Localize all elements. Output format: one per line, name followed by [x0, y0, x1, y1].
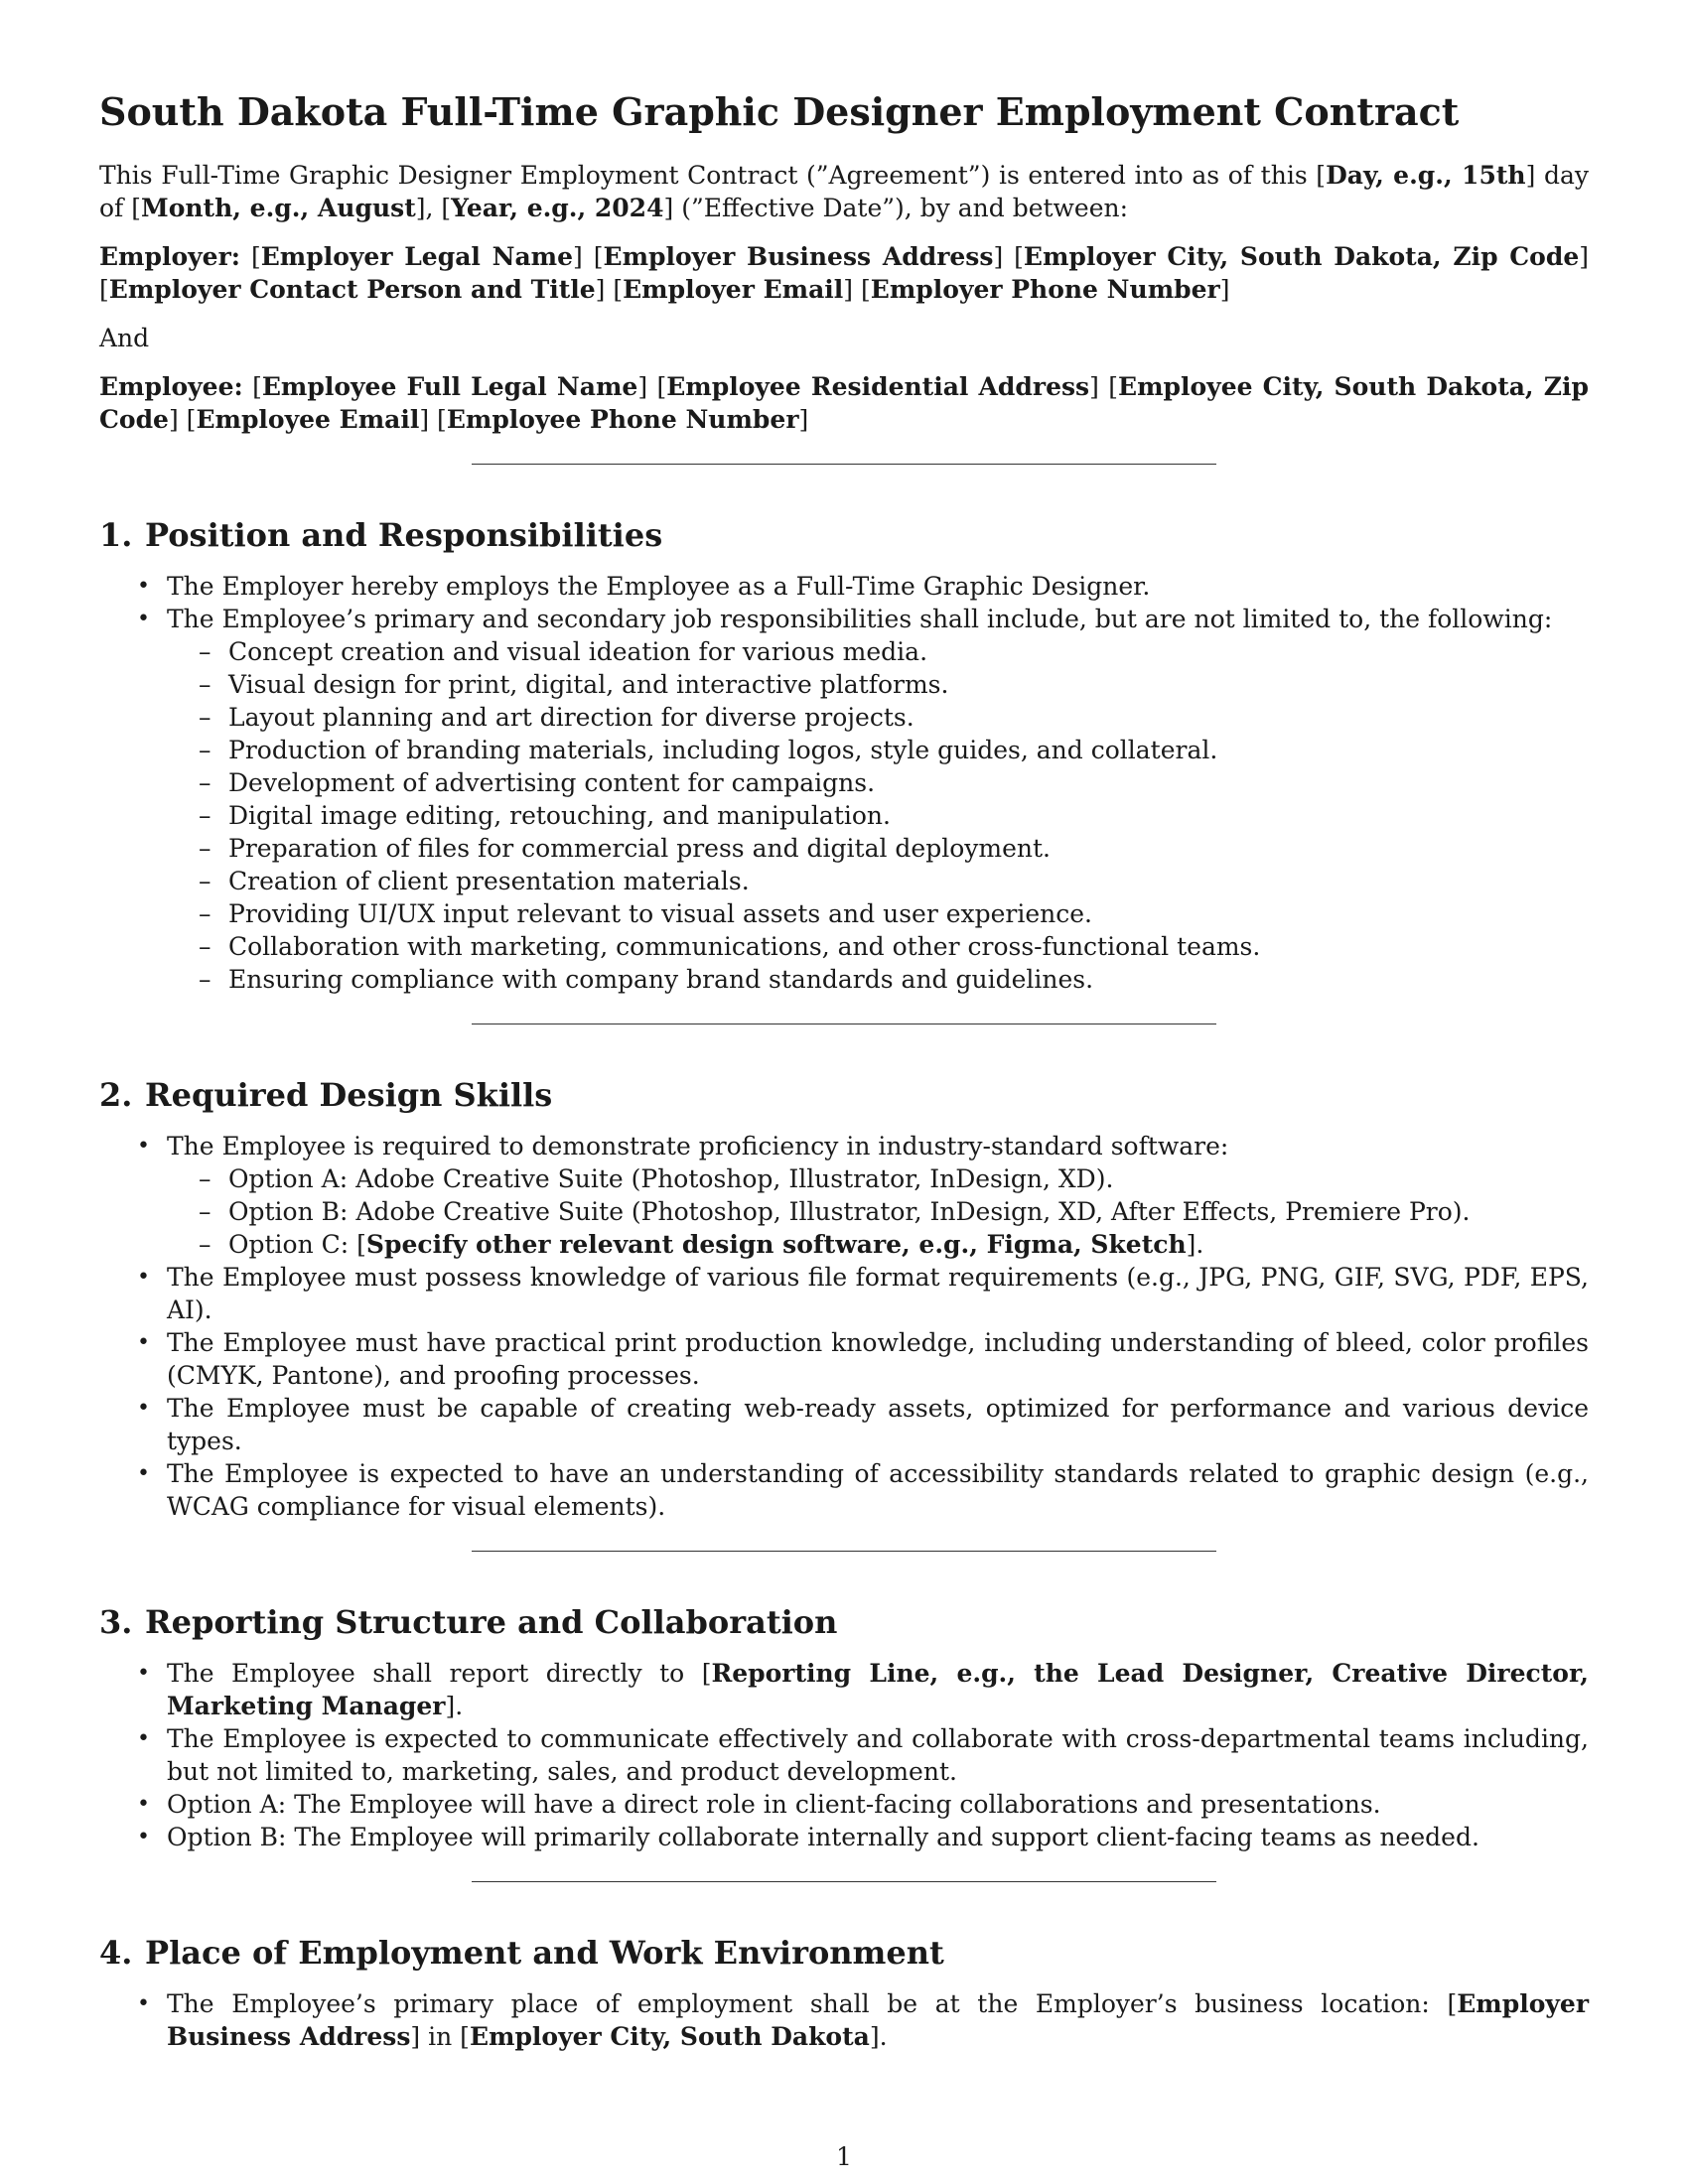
list-item: • The Employee must have practical print production knowledge, including understanding of bleed, color profiles (CMYK, Pantone), and proofing processes.: [99, 1326, 1589, 1392]
list-item: • The Employer hereby employs the Employee as a Full-Time Graphic Designer.: [99, 570, 1589, 603]
sub-list-item: – Digital image editing, retouching, and manipulation.: [167, 799, 1589, 832]
sub-list-item: – Visual design for print, digital, and interactive platforms.: [167, 668, 1589, 701]
section-divider: [472, 1881, 1216, 1882]
sub-list-item: – Option A: Adobe Creative Suite (Photoshop, Illustrator, InDesign, XD).: [167, 1162, 1589, 1195]
list-item: • Option B: The Employee will primarily collaborate internally and support client-facing teams as needed.: [99, 1821, 1589, 1853]
list-item: • The Employee’s primary and secondary job responsibilities shall include, but are not limited to, the following: – Concept creation and visual ideation for various media. – Visual design for print, digital, and interactive platforms. – Layout planning and art direction for diverse projects. – Production of branding materials, including logos, style guides, and collateral. – Development of advertising content for campaigns. – Digital image editing, retouching, and manipulation. – Preparation of files for commercial press and digital deployment. – Creation of client presentation materials. – Providing UI/UX input relevant to visual assets and user experience. – Collaboration with marketing, communications, and other cross-functional teams. – Ensuring compliance with company brand standards and guidelines.: [99, 603, 1589, 996]
employee-block: Employee: [Employee Full Legal Name] [Employee Residential Address] [Employee City, South Dakota, Zip Code] [Employee Email] [Employee Phone Number]: [99, 372, 1589, 434]
month-field: Month, e.g., August: [141, 194, 416, 222]
sub-list-item: – Collaboration with marketing, communications, and other cross-functional teams.: [167, 930, 1589, 963]
and-text: And: [99, 324, 150, 352]
sub-list-item: – Option B: Adobe Creative Suite (Photoshop, Illustrator, InDesign, XD, After Effects, Premiere Pro).: [167, 1195, 1589, 1228]
document-page: [99, 87, 1589, 2053]
sub-list-item: – Providing UI/UX input relevant to visual assets and user experience.: [167, 897, 1589, 930]
responsibilities-sublist: [167, 635, 1589, 996]
sub-list-item: – Ensuring compliance with company brand standards and guidelines.: [167, 963, 1589, 996]
sub-list-item: – Concept creation and visual ideation for various media.: [167, 635, 1589, 668]
sub-list-item: – Preparation of files for commercial press and digital deployment.: [167, 832, 1589, 865]
section-1-list: [99, 570, 1589, 996]
sub-list-item: – Layout planning and art direction for diverse projects.: [167, 701, 1589, 734]
section-4-list: [99, 1987, 1589, 2053]
section-heading-3: 3. Reporting Structure and Collaboration: [99, 1603, 838, 1641]
section-divider: [472, 464, 1216, 465]
sub-list-item: – Creation of client presentation materials.: [167, 865, 1589, 897]
document-title: South Dakota Full-Time Graphic Designer Employment Contract: [99, 89, 1460, 134]
list-item: • The Employee is expected to have an understanding of accessibility standards related to graphic design (e.g., WCAG compliance for visual elements).: [99, 1457, 1589, 1523]
section-2-list: [99, 1130, 1589, 1523]
intro-paragraph: This Full-Time Graphic Designer Employment Contract (”Agreement”) is entered into as of this [Day, e.g., 15th] day of [Month, e.g., August], [Year, e.g., 2024] (”Effective Date”), by and between:: [99, 161, 1590, 222]
sub-list-item: – Production of branding materials, including logos, style guides, and collateral.: [167, 734, 1589, 766]
section-heading-4: 4. Place of Employment and Work Environment: [99, 1934, 944, 1972]
sub-list-item: – Development of advertising content for campaigns.: [167, 766, 1589, 799]
section-3-list: [99, 1657, 1589, 1853]
day-field: Day, e.g., 15th: [1326, 161, 1526, 190]
page-number: 1: [836, 2142, 852, 2171]
section-heading-1: 1. Position and Responsibilities: [99, 516, 663, 554]
section-heading-2: 2. Required Design Skills: [99, 1076, 553, 1114]
list-item: • The Employee’s primary place of employment shall be at the Employer’s business location: [Employer Business Address] in [Employer City, South Dakota].: [99, 1987, 1589, 2053]
list-item: • The Employee must possess knowledge of various file format requirements (e.g., JPG, PNG, GIF, SVG, PDF, EPS, AI).: [99, 1261, 1589, 1326]
list-item: • Option A: The Employee will have a direct role in client-facing collaborations and presentations.: [99, 1788, 1589, 1821]
list-item: • The Employee is expected to communicate effectively and collaborate with cross-departmental teams including, but not limited to, marketing, sales, and product development.: [99, 1722, 1589, 1788]
list-item: • The Employee is required to demonstrate proficiency in industry-standard software: – Option A: Adobe Creative Suite (Photoshop, Illustrator, InDesign, XD). – Option B: Adobe Creative Suite (Photoshop, Illustrator, InDesign, XD, After Effects, Premiere Pro). – Option C: [Specify other relevant design software, e.g., Figma, Sketch].: [99, 1130, 1589, 1261]
list-item: • The Employee shall report directly to [Reporting Line, e.g., the Lead Designer, Creative Director, Marketing Manager].: [99, 1657, 1589, 1722]
software-options-sublist: [167, 1162, 1589, 1261]
list-item: • The Employee must be capable of creating web-ready assets, optimized for performance and various device types.: [99, 1392, 1589, 1457]
employer-block: Employer: [Employer Legal Name] [Employer Business Address] [Employer City, South Dakota, Zip Code] [Employer Contact Person and Title] [Employer Email] [Employer Phone Number]: [99, 242, 1589, 304]
year-field: Year, e.g., 2024: [451, 194, 664, 222]
sub-list-item: – Option C: [Specify other relevant design software, e.g., Figma, Sketch].: [167, 1228, 1589, 1261]
section-divider: [472, 1551, 1216, 1552]
